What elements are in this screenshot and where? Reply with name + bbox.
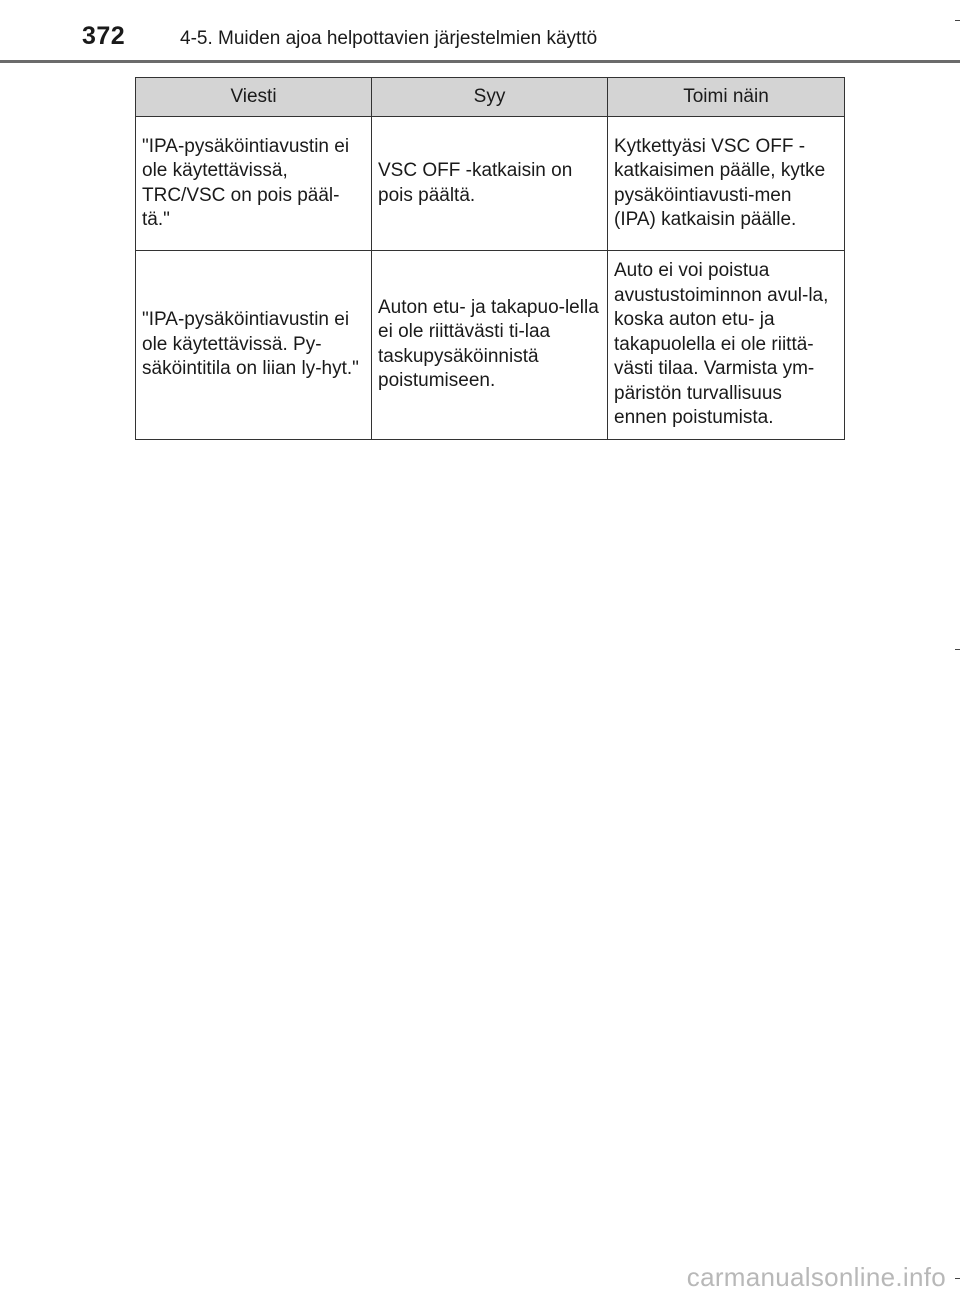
table-row	[136, 117, 845, 251]
cause-cell: VSC OFF -katkaisin on pois päältä.	[372, 117, 608, 251]
crop-mark-middle	[955, 649, 960, 650]
column-header-cause: Syy	[372, 78, 608, 117]
cause-cell: Auton etu- ja takapuo-lella ei ole riittävästi ti-laa taskupysäköinnistä poistumiseen.	[372, 251, 608, 440]
crop-mark-top	[955, 20, 960, 21]
table-row	[136, 251, 845, 440]
crop-mark-bottom	[955, 1278, 960, 1279]
watermark: carmanualsonline.info	[686, 1262, 946, 1292]
action-cell: Kytkettyäsi VSC OFF -katkaisimen päälle, kytke pysäköintiavusti-men (IPA) katkaisin päälle.	[608, 117, 845, 251]
column-header-action: Toimi näin	[608, 78, 845, 117]
message-cell: "IPA-pysäköintiavustin ei ole käytettävissä, TRC/VSC on pois pääl-tä."	[136, 117, 372, 251]
message-cell: "IPA-pysäköintiavustin ei ole käytettävissä. Py-säköintitila on liian ly-hyt."	[136, 251, 372, 440]
page-number: 372	[82, 22, 126, 50]
table-header-row	[136, 78, 845, 117]
action-cell: Auto ei voi poistua avustustoiminnon avul-la, koska auton etu- ja takapuolella ei ole riittä-västi tilaa. Varmista ym-päristön turvallisuus ennen poistumista.	[608, 251, 845, 440]
header-rule	[0, 60, 960, 63]
message-table	[135, 77, 845, 440]
column-header-message: Viesti	[136, 78, 372, 117]
section-title: 4-5. Muiden ajoa helpottavien järjestelmien käyttö	[180, 28, 598, 49]
